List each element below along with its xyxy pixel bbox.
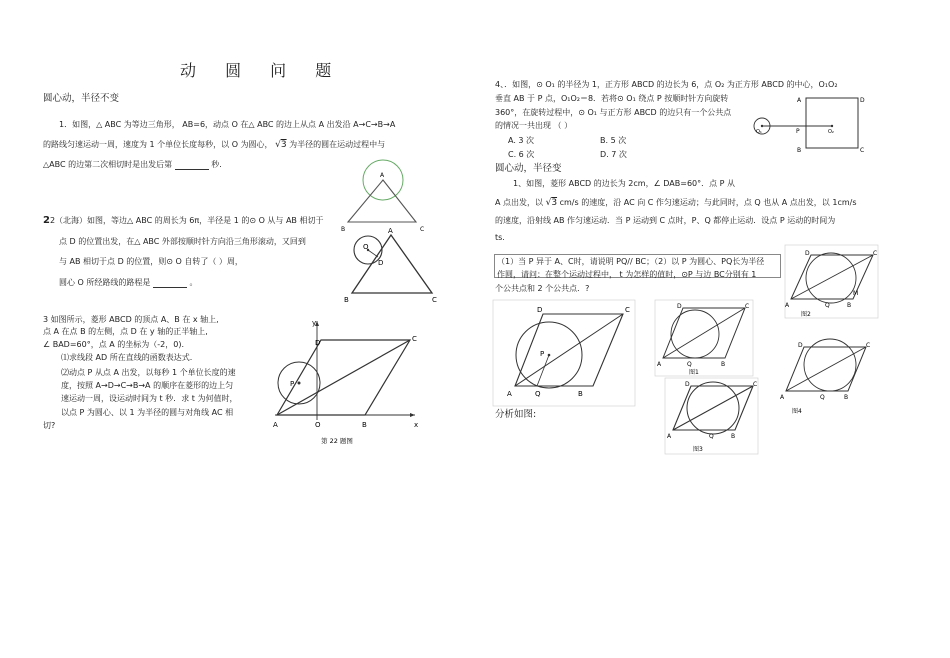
q3-point-p xyxy=(298,382,301,385)
q5-box-line1: （1）当 P 异于 A、C时，请说明 PQ// BC；（2）以 P 为圆心、PQ长为半径 xyxy=(497,257,765,266)
q3-label-a: A xyxy=(273,421,278,429)
q5-line4: ts. xyxy=(495,233,505,242)
fig4-caption: 图4 xyxy=(792,408,802,415)
q3-line9: 切? xyxy=(43,421,56,430)
q2-answer-blank xyxy=(153,279,187,288)
q1-line2 xyxy=(43,140,385,150)
q3-line3: ∠ BAD=60°，点 A 的坐标为（-2，0). xyxy=(43,340,185,349)
q5-main-point-p xyxy=(548,354,551,357)
q4-point-o1 xyxy=(761,125,763,127)
page-title: 动 圆 问 题 xyxy=(180,61,344,80)
fig2-label-a: A xyxy=(785,302,790,309)
q2-label-d: D xyxy=(378,259,384,267)
fig4-label-a: A xyxy=(780,394,785,401)
fig2-caption: 图2 xyxy=(801,311,811,318)
q5-main-label-q: Q xyxy=(535,390,541,398)
q5-main-label-d: D xyxy=(537,306,543,314)
q3-line2: 点 A 在点 B 的左侧，点 D 在 y 轴的正半轴上, xyxy=(43,327,208,336)
q4-line2: 垂直 AB 于 P 点，O₁O₂＝8．若将⊙ O₁ 绕点 P 按顺时针方向旋转 xyxy=(495,94,729,103)
q3-figure-caption: 第 22 题图 xyxy=(321,437,353,445)
q3-line5: ⑵动点 P 从点 A 出发，以每秒 1 个单位长度的速 xyxy=(61,368,236,377)
q4-label-c: C xyxy=(860,147,865,154)
analysis-label: 分析如图: xyxy=(495,409,537,420)
q5-main-figure xyxy=(493,300,638,408)
q5-line1: 1、如图，菱形 ABCD 的边长为 2cm，∠ DAB=60°．点 P 从 xyxy=(513,179,736,188)
q2-line3: 与 AB 相切于点 D 的位置，则⊙ O 自转了（ ）周， xyxy=(59,257,243,266)
q4-label-o1: O₁ xyxy=(756,129,762,135)
q5-fig3 xyxy=(665,378,760,456)
q2-radius xyxy=(368,250,378,257)
fig1-label-b: B xyxy=(721,361,726,368)
q2-label-o: O xyxy=(363,243,369,251)
q5-line2-a: A 点出发，以 xyxy=(495,198,544,207)
sqrt-symbol: √ xyxy=(545,198,552,208)
fig4-label-c: C xyxy=(866,342,871,349)
fig1-label-c: C xyxy=(745,303,750,310)
q1-sqrt xyxy=(275,140,286,150)
q5-main-label-a: A xyxy=(507,390,512,398)
q4-line3: 360°，在旋转过程中，⊙ O₁ 与正方形 ABCD 的边只有一个公共点 xyxy=(495,108,732,117)
sqrt-symbol: √ xyxy=(275,140,281,150)
q4-option-b: B. 5 次 xyxy=(600,136,627,145)
sqrt-value: 3 xyxy=(551,198,558,208)
q4-option-d: D. 7 次 xyxy=(600,150,627,159)
fig4-diagonal xyxy=(786,347,866,391)
q5-sqrt xyxy=(546,198,557,208)
fig3-label-q: Q xyxy=(709,433,714,440)
q4-figure xyxy=(752,88,872,158)
q5-main-diagonal xyxy=(515,314,623,386)
q3-label-y: y xyxy=(312,319,317,327)
q2-line1-text: 2（北海）如图，等边△ ABC 的周长为 6π，半径是 1 的⊙ O 从与 AB 相切于 xyxy=(49,216,324,225)
q2-label-a: A xyxy=(388,227,393,235)
fig2-label-d: D xyxy=(805,250,810,257)
q5-box-line3: 个公共点和 2 个公共点．? xyxy=(495,284,590,293)
fig2-label-m: M xyxy=(853,290,859,297)
fig4-label-b: B xyxy=(844,394,849,401)
q2-line4-end: 。 xyxy=(189,278,198,287)
fig4-label-d: D xyxy=(798,342,803,349)
q5-fig1 xyxy=(655,300,755,378)
section-heading-radius-changes: 圆心动，半径变 xyxy=(495,163,562,174)
q3-label-x: x xyxy=(414,421,419,429)
fig2-label-q: Q xyxy=(825,302,830,309)
q5-line3: 的速度，沿射线 AB 作匀速运动．当 P 运动到 C 点时，P、Q 都停止运动．设点 P 运动的时间为 xyxy=(495,216,836,225)
fig1-caption: 图1 xyxy=(689,369,699,376)
q2-label-c: C xyxy=(432,296,437,304)
q4-line1: 4、．如图，⊙ O₁ 的半径为 1，正方形 ABCD 的边长为 6，点 O₂ 为正方形 ABCD 的中心，O₁O₂ xyxy=(495,80,838,89)
q3-figure xyxy=(265,315,425,450)
q5-box-line2: 作圆，请问：在整个运动过程中， t 为怎样的值时，⊙P 与边 BC分别有 1 xyxy=(497,270,757,279)
fig2-label-c: C xyxy=(873,250,878,257)
fig1-circle xyxy=(671,310,719,358)
q5-main-label-p: P xyxy=(540,350,545,358)
q2-label-b: B xyxy=(344,296,349,304)
fig3-diagonal xyxy=(673,386,753,430)
q2-line4-text: 圆心 O 所经路线的路程是 xyxy=(59,278,151,287)
q4-label-d: D xyxy=(860,97,865,104)
q3-line1: 3 如图所示，菱形 ABCD 的顶点 A、B 在 x 轴上, xyxy=(43,315,219,324)
q1-line1: 1．如图，△ ABC 为等边三角形， AB=6，动点 O 在△ ABC 的边上从点 A 出发沿 A→C→B→A xyxy=(59,120,396,129)
q1-triangle xyxy=(348,180,416,222)
q1-line3 xyxy=(43,160,222,170)
q4-label-o2: O₂ xyxy=(828,129,834,135)
section-heading-radius-fixed: 圆心动，半径不变 xyxy=(43,93,120,104)
q4-label-p: P xyxy=(796,128,800,135)
q1-line3-text: △ABC 的边第二次相切时是出发后第 xyxy=(43,160,173,169)
q1-label-c: C xyxy=(420,226,425,233)
q1-label-b: B xyxy=(341,226,346,233)
q5-main-label-c: C xyxy=(625,306,630,314)
q1-line2-a: 的路线匀速运动一周，速度为 1 个单位长度每秒，以 O 为圆心， xyxy=(43,140,273,149)
sqrt-value: 3 xyxy=(280,140,287,150)
q1-line3-end: 秒. xyxy=(211,160,222,169)
fig1-label-q: Q xyxy=(687,361,692,368)
q4-point-o2 xyxy=(831,125,833,127)
fig1-diagonal xyxy=(663,308,745,358)
q3-label-p: P xyxy=(290,380,295,388)
fig2-diagonal xyxy=(791,255,873,299)
q5-main-label-b: B xyxy=(578,390,583,398)
q1-line2-b: 为半径的圆在运动过程中与 xyxy=(289,140,386,149)
q1-answer-blank xyxy=(175,161,209,170)
q4-label-a: A xyxy=(797,97,802,104)
q3-label-b: B xyxy=(362,421,367,429)
q3-label-c: C xyxy=(412,335,417,343)
q4-option-c: C. 6 次 xyxy=(508,150,535,159)
fig3-caption: 图3 xyxy=(693,446,703,453)
q3-label-d: D xyxy=(315,339,321,347)
q4-line4: 的情况一共出现 （ ） xyxy=(495,121,573,130)
fig2-label-b: B xyxy=(847,302,852,309)
q3-line7: 速运动一周，设运动时间为 t 秒．求 t 为何值时， xyxy=(61,394,238,403)
fig4-label-q: Q xyxy=(820,394,825,401)
q2-line1: 22（北海）如图，等边△ ABC 的周长为 6π，半径是 1 的⊙ O 从与 AB 相切于 xyxy=(43,215,324,226)
q3-line4: ⑴求线段 AD 所在直线的函数表达式. xyxy=(61,353,193,362)
q4-option-a: A. 3 次 xyxy=(508,136,535,145)
q4-square xyxy=(806,98,858,148)
q3-line6: 度，按照 A→D→C→B→A 的顺序在菱形的边上匀 xyxy=(61,381,234,390)
q3-x-arrow xyxy=(410,413,415,417)
fig3-label-d: D xyxy=(685,381,690,388)
q2-figure xyxy=(340,225,450,310)
q2-line4 xyxy=(59,278,197,288)
q5-line2 xyxy=(495,198,857,208)
fig3-label-c: C xyxy=(753,381,758,388)
q3-label-o: O xyxy=(315,421,321,429)
fig1-label-d: D xyxy=(677,303,682,310)
fig3-label-b: B xyxy=(731,433,736,440)
q4-label-b: B xyxy=(797,147,802,154)
q5-fig4 xyxy=(780,325,875,415)
q5-fig2 xyxy=(785,245,880,320)
fig3-label-a: A xyxy=(667,433,672,440)
fig1-label-a: A xyxy=(657,361,662,368)
q3-line8: 以点 P 为圆心、以 1 为半径的圆与对角线 AC 相 xyxy=(61,408,234,417)
q5-line2-b: cm/s 的速度，沿 AC 向 C 作匀速运动；与此同时，点 Q 也从 A 点出发，以 1cm/s xyxy=(559,198,857,207)
q1-figure xyxy=(340,160,440,235)
q2-line2: 点 D 的位置出发，在△ ABC 外部按顺时针方向沿三角形滚动，又回到 xyxy=(59,237,306,246)
q1-label-a: A xyxy=(380,172,385,179)
